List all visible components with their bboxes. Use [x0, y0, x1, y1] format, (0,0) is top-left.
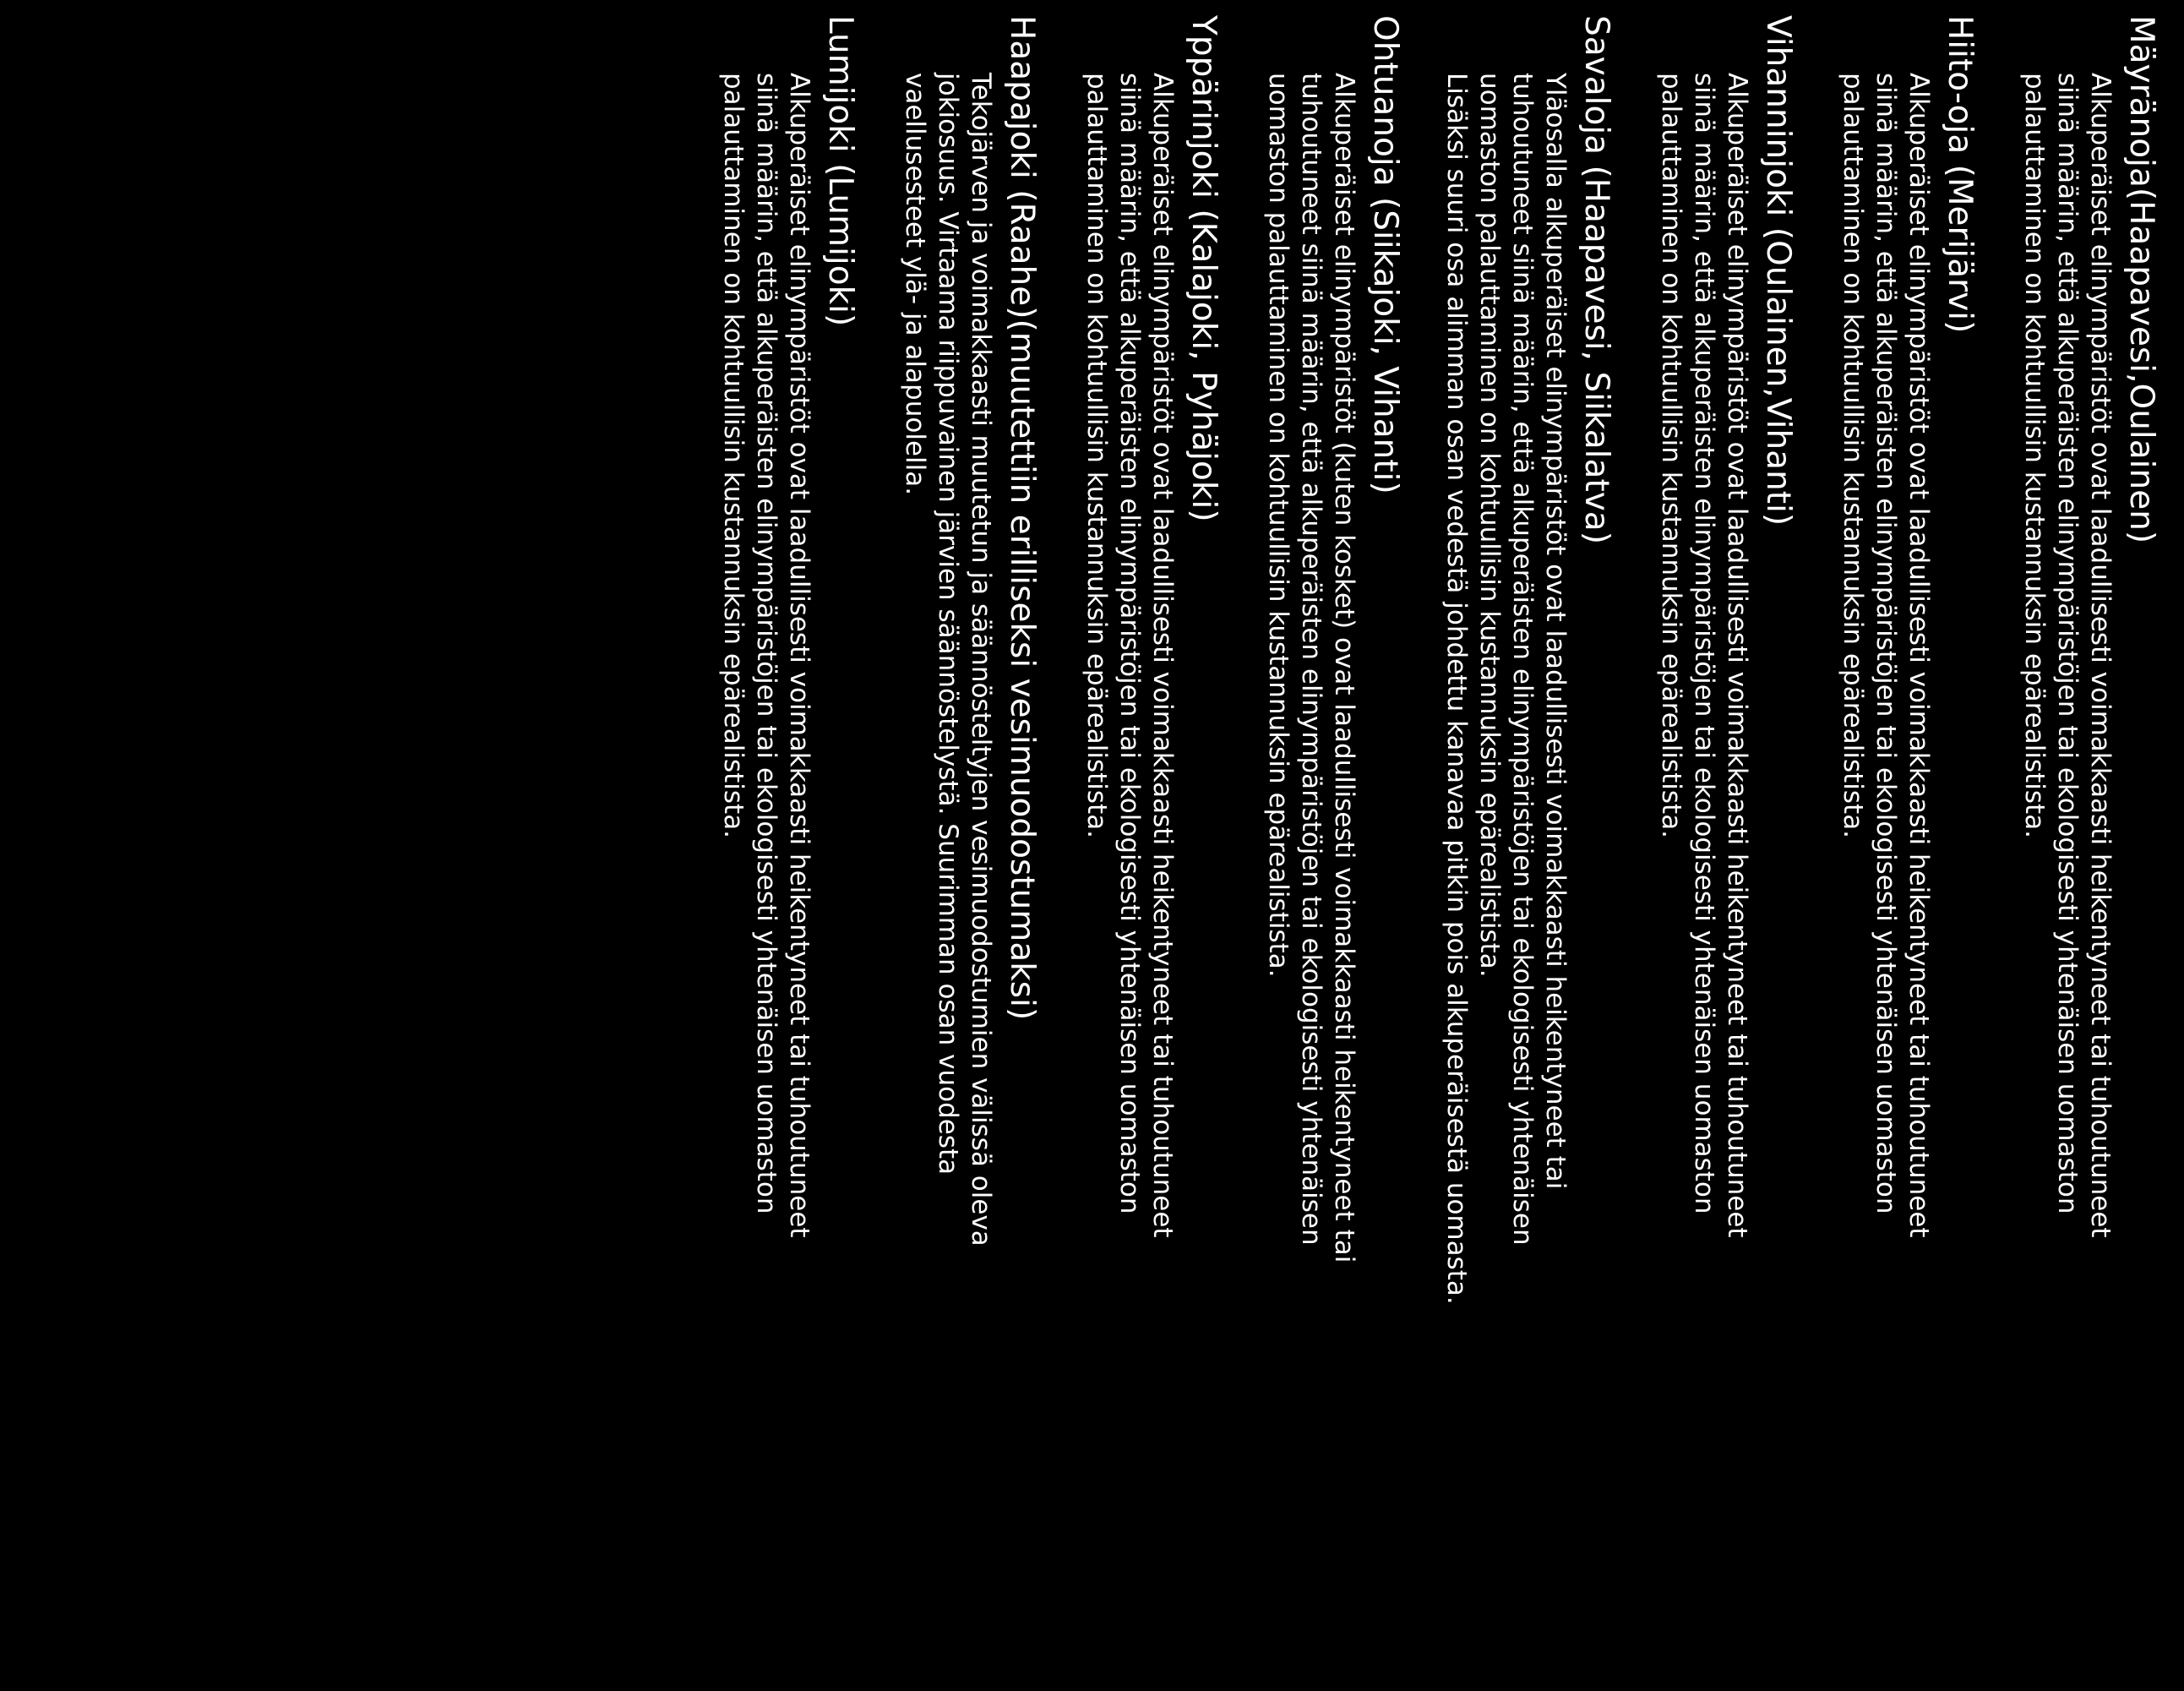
description-line: tuhoutuneet siinä määrin, että alkuperäisten elinympäristöjen tai ekologisesti yhtenäisen — [1296, 73, 1326, 1246]
description-line: uomaston palauttaminen on kohtuullisin kustannuksin epärealistista. — [1263, 73, 1294, 978]
entry-description — [1440, 73, 1571, 1683]
description-line: palauttaminen on kohtuullisin kustannuksin epärealistista. — [1081, 73, 1112, 839]
entry-description — [716, 73, 815, 1683]
description-line: siinä määrin, että alkuperäisten elinympäristöjen tai ekologisesti yhtenäisen uomaston — [1114, 73, 1145, 1214]
entry-title: Yppärinjoki (Kalajoki, Pyhäjoki) — [1185, 15, 1223, 522]
entry-mayranoja — [2018, 15, 2165, 1683]
entry-vihanninjoki — [1654, 15, 1802, 1683]
entry-title: Hiito-oja (Merijärvi) — [1941, 15, 1979, 334]
description-line: Alkuperäiset elinympäristöt ovat laadullisesti voimakkaasti heikentyneet tai tuhoutuneet — [2085, 73, 2116, 1238]
entry-title: Lumijoki (Lumijoki) — [821, 15, 859, 327]
entry-savaloja — [1440, 15, 1620, 1683]
description-line: palauttaminen on kohtuullisin kustannuksin epärealistista. — [2019, 73, 2050, 839]
description-line: palauttaminen on kohtuullisin kustannuksin epärealistista. — [1656, 73, 1686, 839]
description-line: siinä määrin, että alkuperäisten elinympäristöjen tai ekologisesti yhtenäisen uomaston — [1871, 73, 1901, 1214]
description-line: Lisäksi suuri osa alimman osan vedestä johdettu kanavaa pitkin pois alkuperäisestä uomasta. — [1441, 73, 1472, 1305]
entry-title: Mäyränoja(Haapavesi,Oulainen) — [2122, 15, 2160, 544]
description-line: siinä määrin, että alkuperäisten elinympäristöjen tai ekologisesti yhtenäisen uomaston — [2052, 73, 2083, 1214]
entry-haapajoki — [898, 15, 1046, 1683]
entry-description — [1080, 73, 1179, 1683]
description-line: palauttaminen on kohtuullisin kustannuksin epärealistista. — [1838, 73, 1868, 839]
entry-title: Ohtuanoja (Siikajoki, Vihanti) — [1366, 15, 1404, 494]
entry-ypparinjoki — [1080, 15, 1228, 1683]
entry-description — [1261, 73, 1360, 1683]
entry-description — [2018, 73, 2116, 1683]
description-line: siinä määrin, että alkuperäisten elinympäristöjen tai ekologisesti yhtenäisen uomaston — [1689, 73, 1719, 1214]
description-line: jokiosuus. Virtaama riippuvainen järvien säännöstelystä. Suurimman osan vuodesta — [933, 73, 963, 1176]
entry-description — [898, 73, 997, 1683]
entry-description — [1654, 73, 1753, 1683]
entry-hiito-oja — [1836, 15, 1984, 1683]
description-line: tuhoutuneet siinä määrin, että alkuperäisten elinympäristöjen tai ekologisesti yhtenäisen — [1507, 73, 1538, 1246]
description-line: siinä määrin, että alkuperäisten elinympäristöjen tai ekologisesti yhtenäisen uomaston — [751, 73, 782, 1214]
description-line: Alkuperäiset elinympäristöt ovat laadullisesti voimakkaasti heikentyneet tai tuhoutuneet — [784, 73, 814, 1238]
entry-title: Vihanninjoki (Oulainen,Vihanti) — [1759, 15, 1797, 526]
description-line: Alkuperäiset elinympäristöt ovat laadullisesti voimakkaasti heikentyneet tai tuhoutuneet — [1147, 73, 1178, 1238]
description-line: Yläosalla alkuperäiset elinympäristöt ovat laadullisesti voimakkaasti heikentyneet tai — [1540, 73, 1571, 1190]
description-line: Alkuperäiset elinympäristöt (kuten kosket) ovat laadullisesti voimakkaasti heikentyneet tai — [1329, 73, 1359, 1263]
description-line: uomaston palauttaminen on kohtuullisin kustannuksin epärealistista. — [1474, 73, 1505, 978]
description-line: palauttaminen on kohtuullisin kustannuksin epärealistista. — [718, 73, 749, 839]
description-line: Alkuperäiset elinympäristöt ovat laadullisesti voimakkaasti heikentyneet tai tuhoutuneet — [1722, 73, 1752, 1238]
entry-description — [1836, 73, 1935, 1683]
description-line: Alkuperäiset elinympäristöt ovat laadullisesti voimakkaasti heikentyneet tai tuhoutuneet — [1904, 73, 1934, 1238]
entry-title: Savaloja (Haapavesi, Siikalatva) — [1577, 15, 1615, 544]
description-line: vaellusesteet ylä- ja alapuolella. — [900, 73, 930, 496]
description-line: Tekojärven ja voimakkaasti muutetun ja säännösteltyjen vesimuodostumien välissä oleva — [966, 73, 996, 1246]
entry-lumijoki — [716, 15, 864, 1683]
entry-ohtuanoja — [1261, 15, 1409, 1683]
entry-title: Haapajoki (Raahe)(muutettiin erilliseksi vesimuodostumaksi) — [1003, 15, 1041, 1021]
